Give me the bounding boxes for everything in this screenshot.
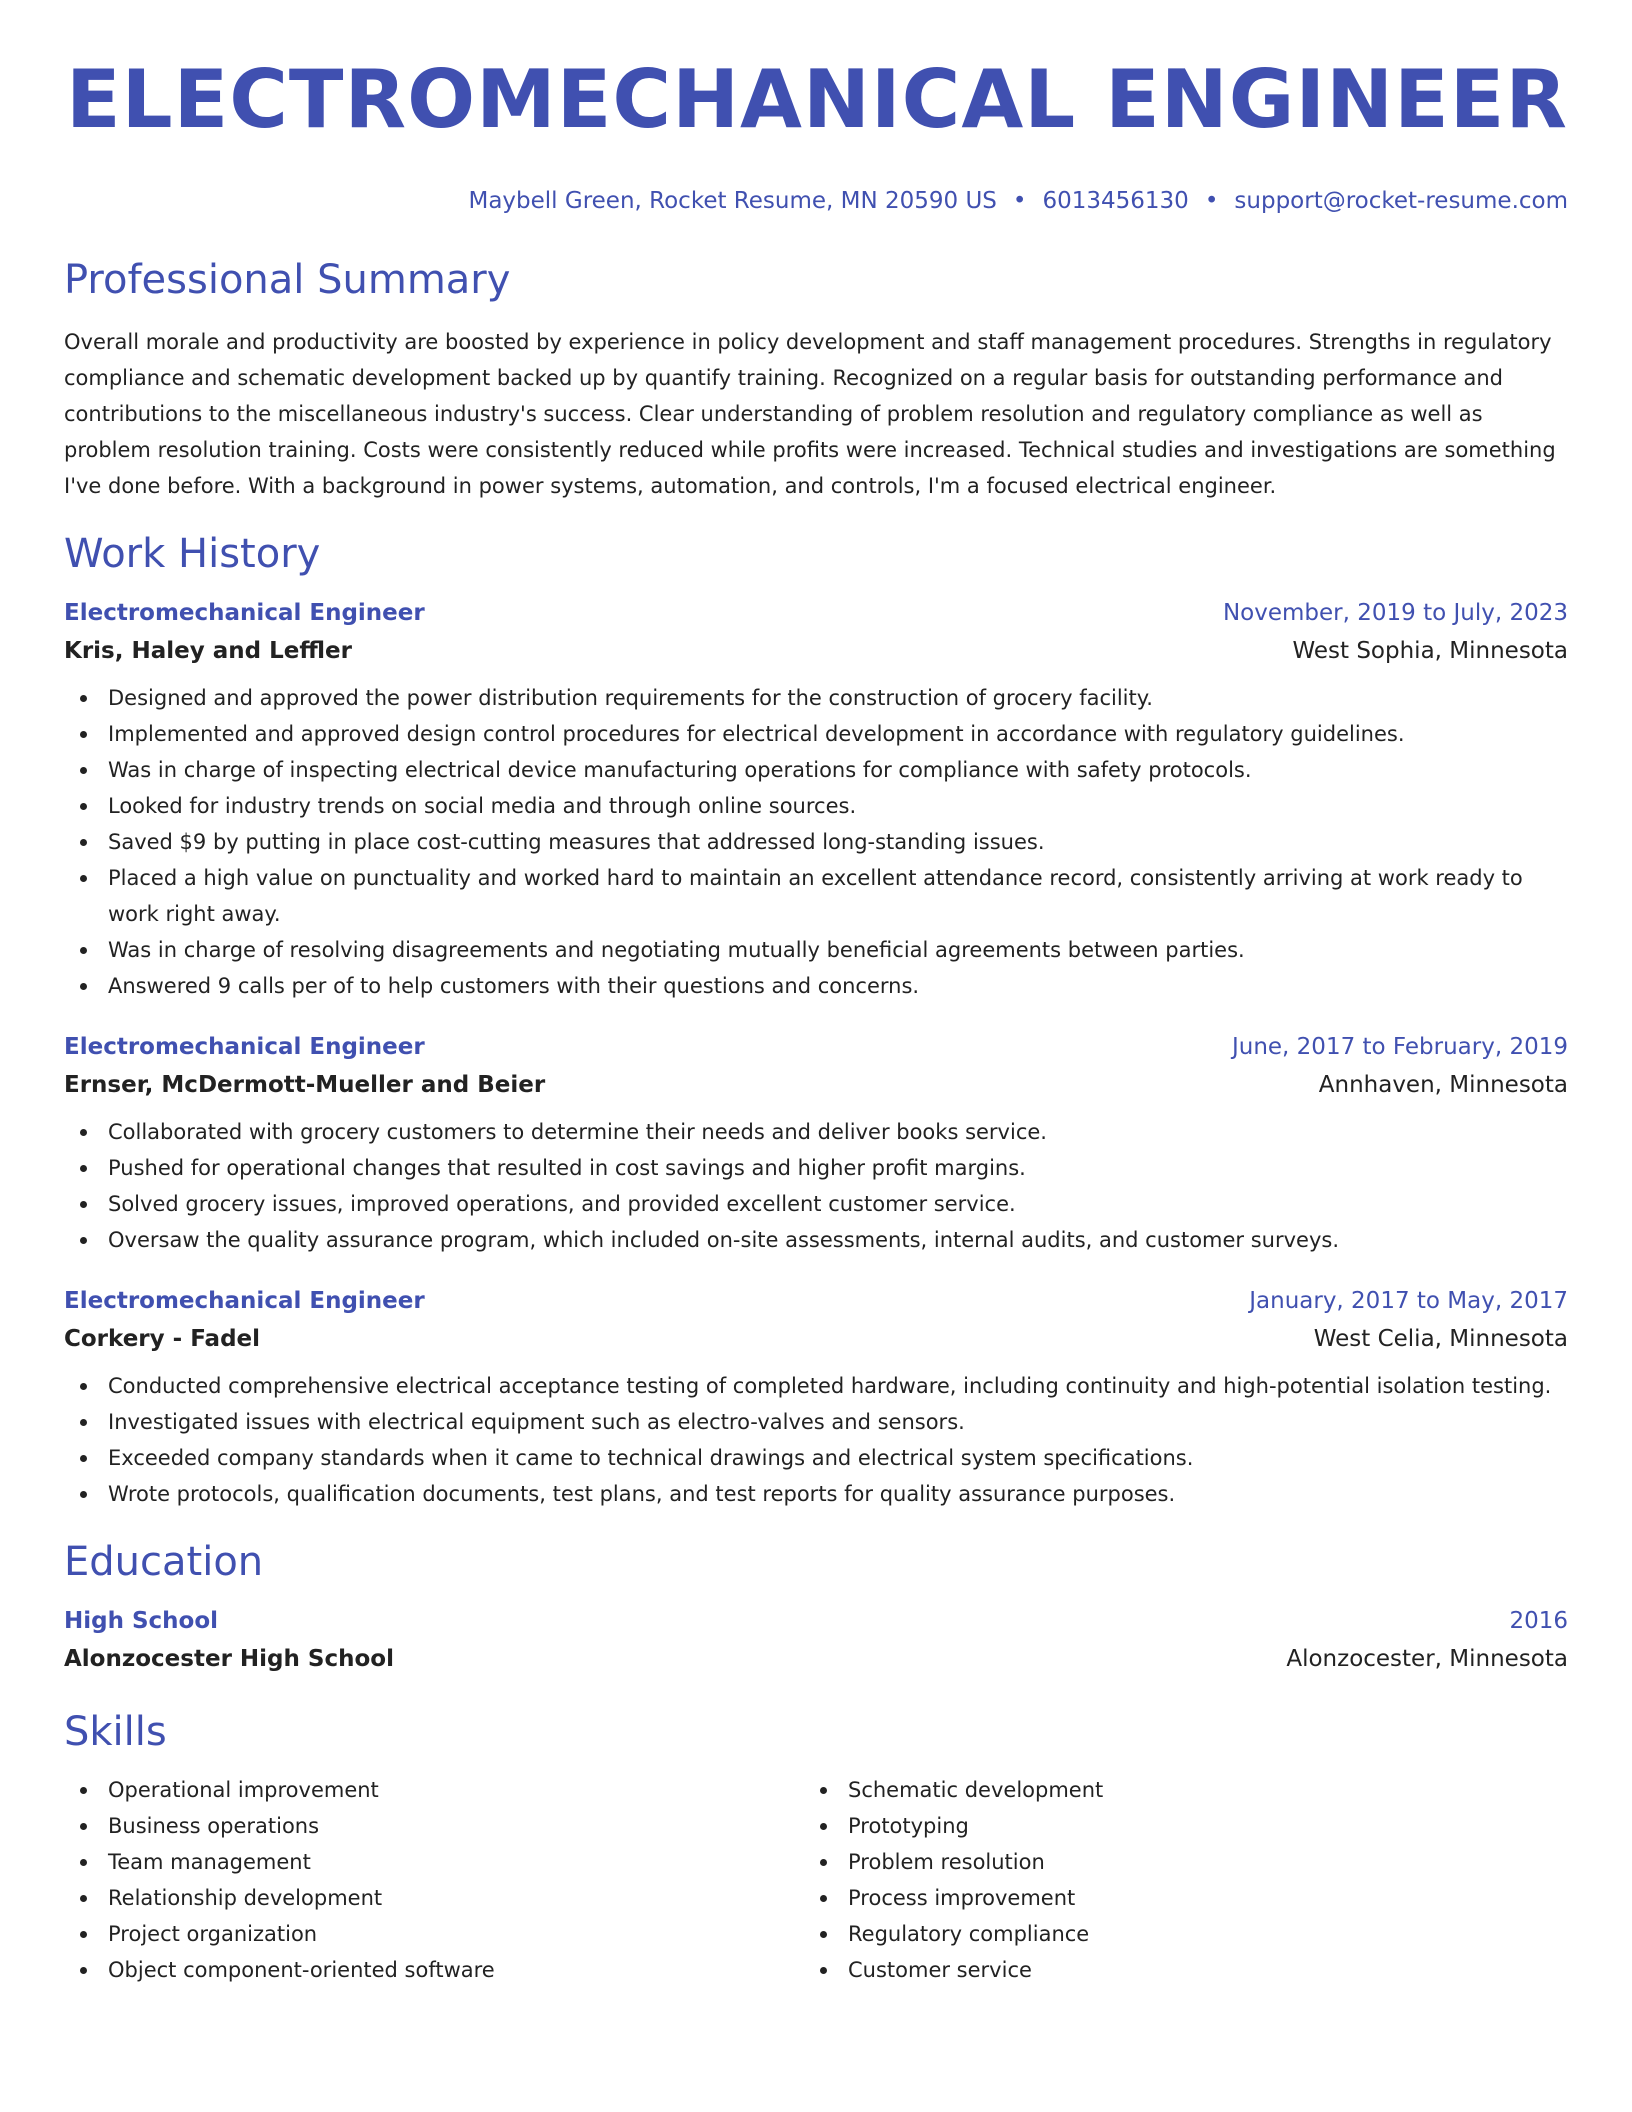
- skill-item: Object component-oriented software: [64, 1952, 804, 1988]
- skill-item: Business operations: [64, 1808, 804, 1844]
- job-bullet: Exceeded company standards when it came to technical drawings and electrical system specifications.: [64, 1440, 1568, 1476]
- job-bullet: Implemented and approved design control procedures for electrical development in accordance with regulatory guidelines.: [64, 716, 1568, 752]
- job-bullet: Was in charge of inspecting electrical device manufacturing operations for compliance with safety protocols.: [64, 752, 1568, 788]
- job-bullet: Designed and approved the power distribution requirements for the construction of grocery facility.: [64, 680, 1568, 716]
- job-bullet: Looked for industry trends on social media and through online sources.: [64, 788, 1568, 824]
- resume-page: [64, 0, 1568, 1988]
- skill-item: Regulatory compliance: [804, 1916, 1544, 1952]
- education-year: 2016: [1509, 1608, 1568, 1634]
- job-header: [64, 1288, 1568, 1314]
- job-dates: November, 2019 to July, 2023: [1222, 600, 1568, 626]
- job-bullet: Solved grocery issues, improved operations, and provided excellent customer service.: [64, 1186, 1568, 1222]
- contact-separator: •: [1204, 188, 1219, 214]
- contact-separator: •: [1012, 188, 1027, 214]
- job-bullet: Conducted comprehensive electrical acceptance testing of completed hardware, including continuity and high-potential isolation testing.: [64, 1368, 1568, 1404]
- contact-address: Maybell Green, Rocket Resume, MN 20590 US: [468, 188, 997, 214]
- resume-title: ELECTROMECHANICAL ENGINEER: [65, 53, 1568, 146]
- job-bullets: [64, 1114, 1568, 1258]
- skill-item: Prototyping: [804, 1808, 1544, 1844]
- job-location: West Celia, Minnesota: [1313, 1326, 1568, 1352]
- job-entry: [64, 600, 1568, 1004]
- contact-email: support@rocket-resume.com: [1234, 188, 1568, 214]
- job-bullet: Was in charge of resolving disagreements and negotiating mutually beneficial agreements between parties.: [64, 932, 1568, 968]
- skills-left-list: [64, 1772, 804, 1988]
- education-header: [64, 1608, 1568, 1634]
- education-school: Alonzocester High School: [64, 1646, 394, 1672]
- job-bullet: Saved $9 by putting in place cost-cutting measures that addressed long-standing issues.: [64, 824, 1568, 860]
- job-bullet: Wrote protocols, qualification documents, test plans, and test reports for quality assurance purposes.: [64, 1476, 1568, 1512]
- education-location: Alonzocester, Minnesota: [1286, 1646, 1568, 1672]
- job-bullet: Oversaw the quality assurance program, which included on-site assessments, internal audits, and customer surveys.: [64, 1222, 1568, 1258]
- job-bullet: Answered 9 calls per of to help customers with their questions and concerns.: [64, 968, 1568, 1004]
- job-company-row: [64, 1072, 1568, 1098]
- skill-item: Process improvement: [804, 1880, 1544, 1916]
- job-entry: [64, 1034, 1568, 1258]
- skill-item: Problem resolution: [804, 1844, 1544, 1880]
- job-dates: January, 2017 to May, 2017: [1249, 1288, 1568, 1314]
- skills-right-list: [804, 1772, 1544, 1988]
- job-title: Electromechanical Engineer: [64, 1034, 425, 1060]
- job-company: Kris, Haley and Leffler: [64, 638, 352, 664]
- job-company: Corkery - Fadel: [64, 1326, 261, 1352]
- job-company-row: [64, 638, 1568, 664]
- skill-item: Project organization: [64, 1916, 804, 1952]
- summary-heading: Professional Summary: [64, 257, 511, 303]
- job-bullets: [64, 1368, 1568, 1512]
- summary-text: Overall morale and productivity are boosted by experience in policy development and staff management procedures. Strengths in regulatory compliance and schematic development backed up by quantify training. Recognized on a regular basis for outstanding performance and contributions to the miscellaneous industry's success. Clear understanding of problem resolution and regulatory compliance as well as problem resolution training. Costs were consistently reduced while profits were increased. Technical studies and investigations are something I've done before. With a background in power systems, automation, and controls, I'm a focused electrical engineer.: [64, 330, 1556, 498]
- job-bullet: Placed a high value on punctuality and worked hard to maintain an excellent attendance record, consistently arriving at work ready to work right away.: [64, 860, 1568, 932]
- job-company-row: [64, 1326, 1568, 1352]
- job-bullet: Investigated issues with electrical equipment such as electro-valves and sensors.: [64, 1404, 1568, 1440]
- contact-phone: 6013456130: [1042, 188, 1189, 214]
- job-company: Ernser, McDermott-Mueller and Beier: [64, 1072, 546, 1098]
- job-location: West Sophia, Minnesota: [1292, 638, 1568, 664]
- skill-item: Operational improvement: [64, 1772, 804, 1808]
- work-history-heading: Work History: [64, 531, 321, 577]
- skill-item: Customer service: [804, 1952, 1544, 1988]
- job-title: Electromechanical Engineer: [64, 1288, 425, 1314]
- job-bullet: Collaborated with grocery customers to determine their needs and deliver books service.: [64, 1114, 1568, 1150]
- job-header: [64, 1034, 1568, 1060]
- job-title: Electromechanical Engineer: [64, 600, 425, 626]
- education-school-row: [64, 1646, 1568, 1672]
- skills-columns: [64, 1772, 1568, 1988]
- job-bullets: [64, 680, 1568, 1004]
- job-bullet: Pushed for operational changes that resulted in cost savings and higher profit margins.: [64, 1150, 1568, 1186]
- education-degree: High School: [64, 1608, 219, 1634]
- education-entry: [64, 1608, 1568, 1672]
- job-dates: June, 2017 to February, 2019: [1231, 1034, 1568, 1060]
- contact-line: [64, 188, 1568, 218]
- skill-item: Relationship development: [64, 1880, 804, 1916]
- job-location: Annhaven, Minnesota: [1318, 1072, 1568, 1098]
- skill-item: Schematic development: [804, 1772, 1544, 1808]
- skills-heading: Skills: [64, 1709, 167, 1755]
- skill-item: Team management: [64, 1844, 804, 1880]
- job-entry: [64, 1288, 1568, 1512]
- education-heading: Education: [64, 1539, 264, 1585]
- job-header: [64, 600, 1568, 626]
